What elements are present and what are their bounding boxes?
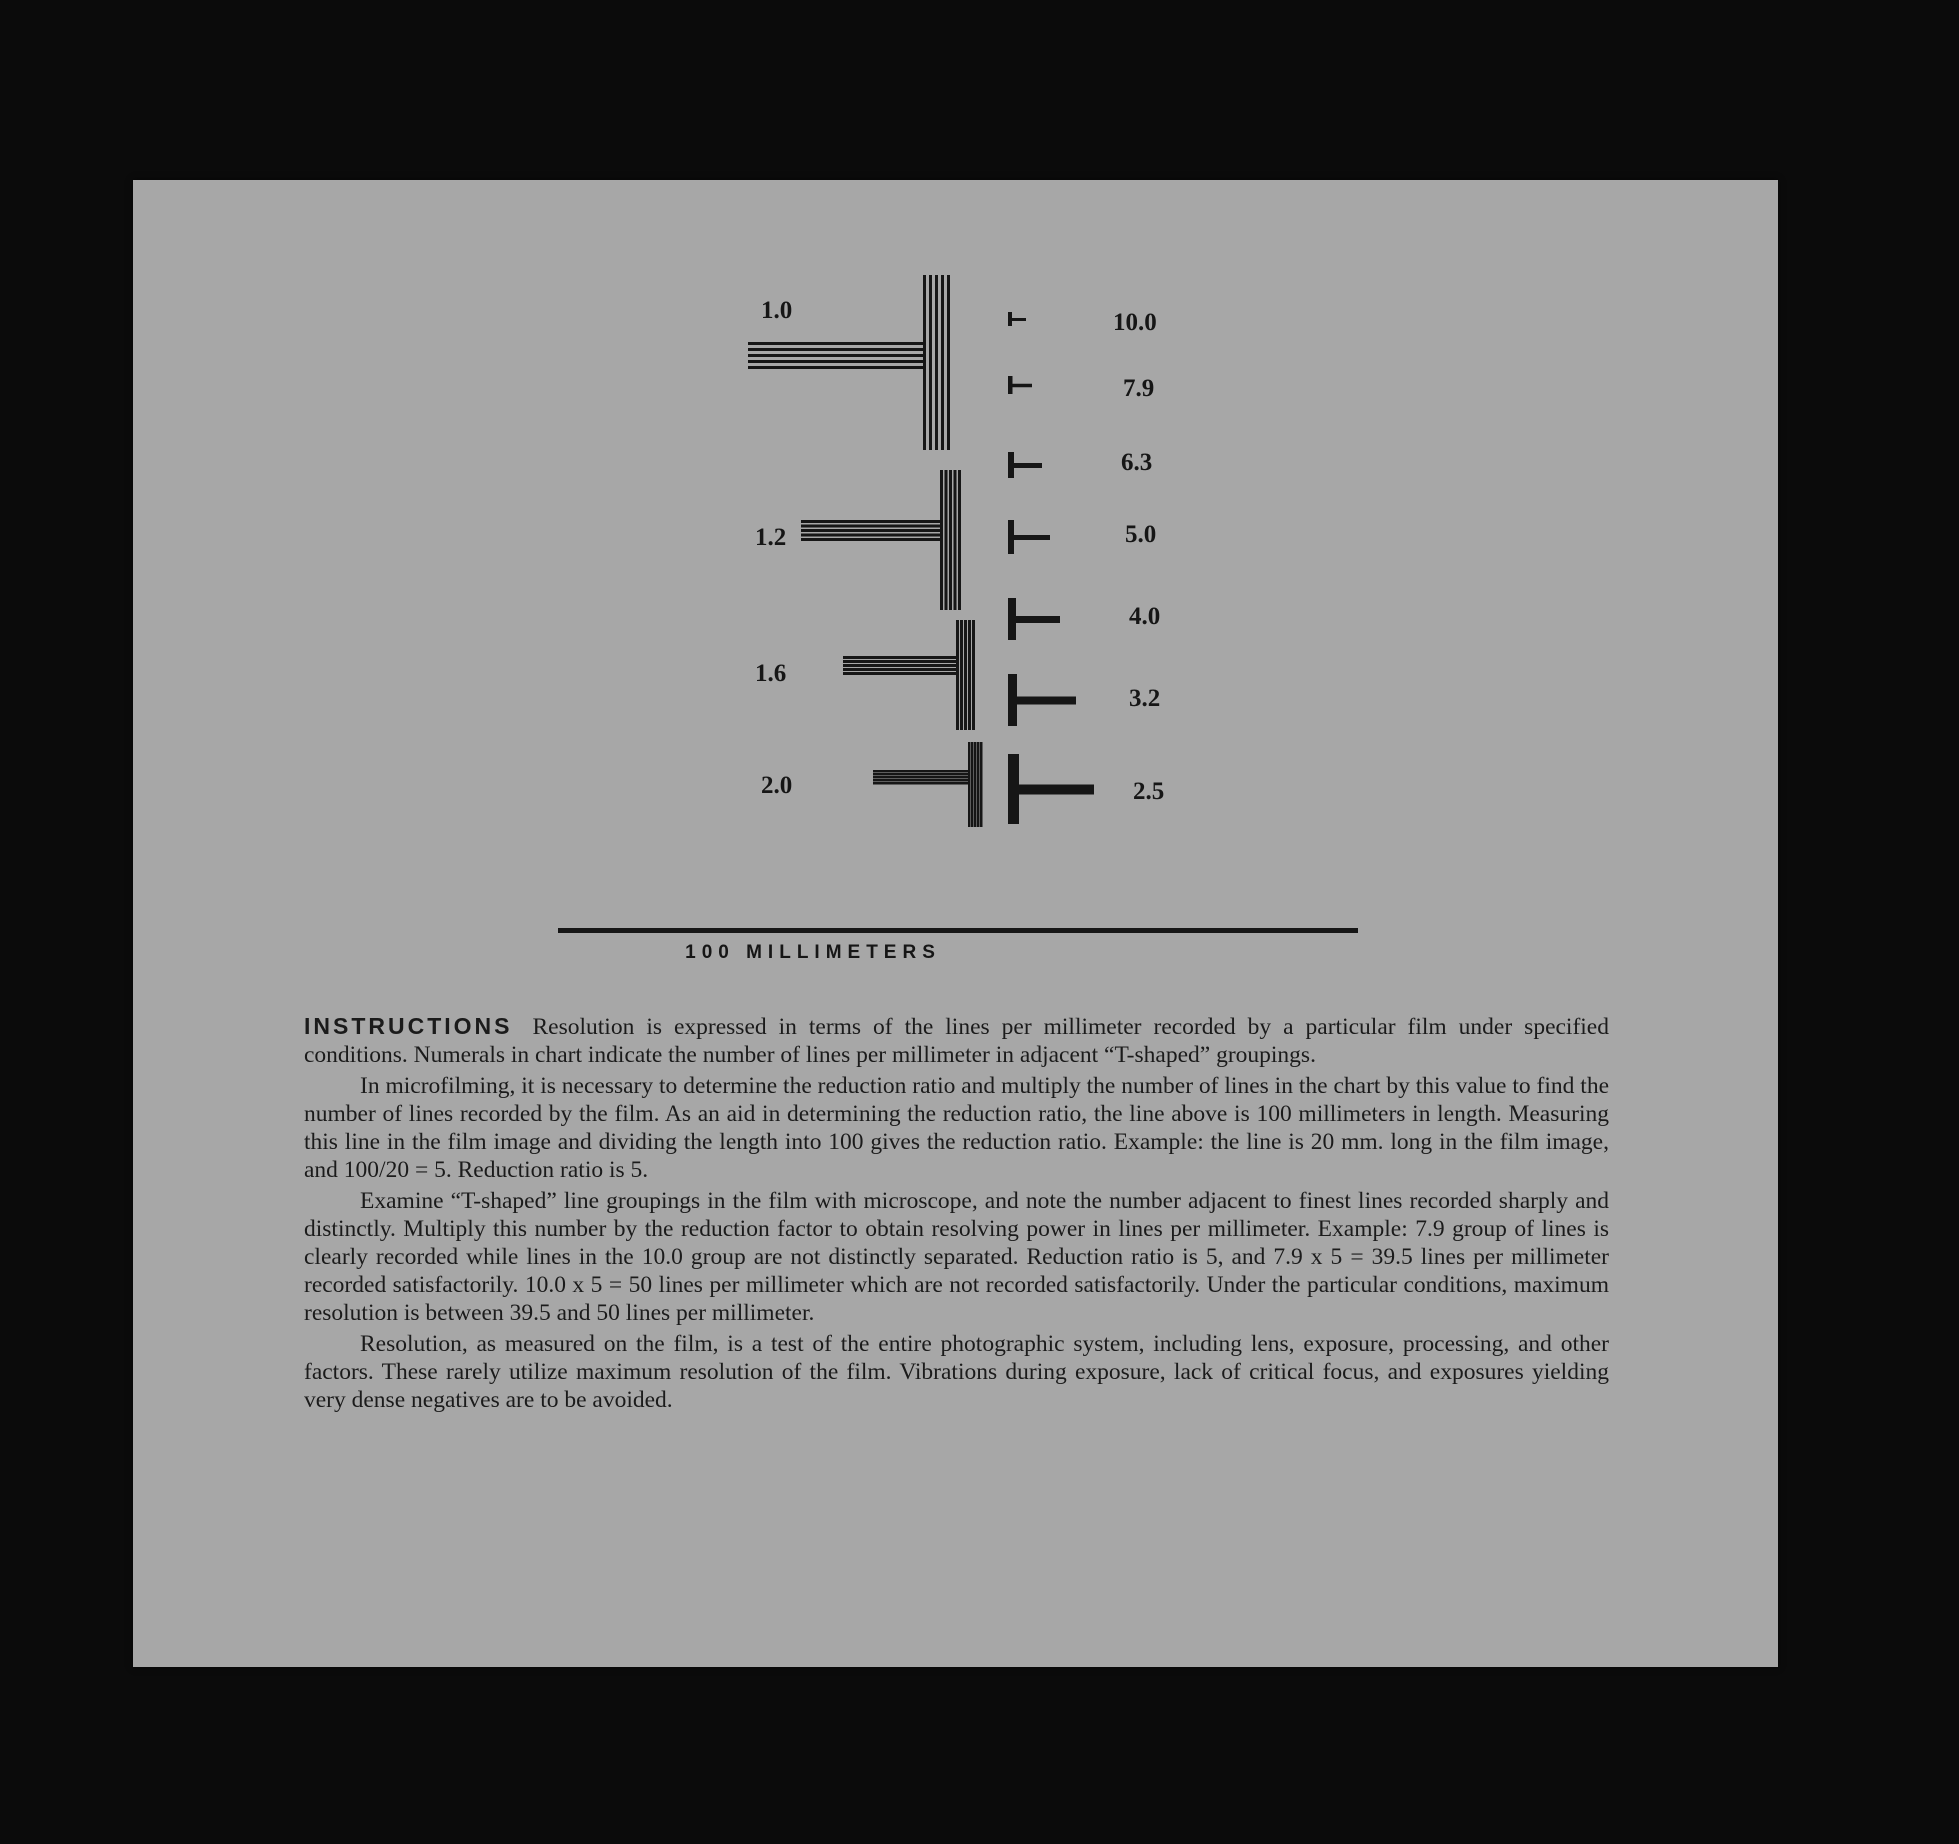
left-group-1-horizontal-line bbox=[748, 342, 923, 345]
right-group-3-horizontal-line bbox=[1008, 463, 1042, 468]
right-group-2-horizontal-line bbox=[1008, 384, 1032, 388]
instructions-section bbox=[304, 1012, 1609, 1417]
scale-label: 100 MILLIMETERS bbox=[685, 942, 941, 963]
left-group-2-horizontal-line bbox=[801, 529, 940, 532]
left-group-1-horizontal-line bbox=[748, 360, 923, 363]
left-group-3-horizontal-line bbox=[843, 664, 956, 667]
left-group-1-vertical-line bbox=[947, 275, 950, 450]
left-group-3-vertical-line bbox=[960, 620, 963, 730]
left-group-3-horizontal-line bbox=[843, 656, 956, 659]
left-group-3-vertical-line bbox=[968, 620, 971, 730]
left-group-1-vertical-line bbox=[935, 275, 938, 450]
left-group-2-vertical-line bbox=[949, 470, 952, 610]
resolution-test-card bbox=[133, 180, 1778, 1667]
right-group-7-label: 2.5 bbox=[1133, 778, 1165, 805]
left-group-3-vertical-line bbox=[972, 620, 975, 730]
left-group-3-horizontal-line bbox=[843, 672, 956, 675]
instructions-paragraph-1 bbox=[304, 1012, 1609, 1069]
left-group-3-vertical-line bbox=[956, 620, 959, 730]
left-group-1-vertical-line bbox=[929, 275, 932, 450]
instructions-paragraph-2: In microfilming, it is necessary to determine the reduction ratio and multiply the number of lines in the chart by this value to find the number of lines recorded by the film. As an aid in determining the reduction ratio, the line above is 100 millimeters in length. Measuring this line in the film image and dividing the length into 100 gives the reduction ratio. Example: the line is 20 mm. long in the film image, and 100/20 = 5. Reduction ratio is 5. bbox=[304, 1073, 1609, 1183]
left-group-2-label: 1.2 bbox=[755, 524, 787, 551]
left-group-1-label: 1.0 bbox=[761, 297, 793, 324]
right-group-4-horizontal-line bbox=[1008, 535, 1050, 540]
instructions-paragraph-1-text: Resolution is expressed in terms of the lines per millimeter recorded by a particular film under specified conditions. Numerals in chart indicate the number of lines per millimeter in adjacent “T-shaped” groupings. bbox=[304, 1014, 1609, 1068]
instructions-heading: INSTRUCTIONS bbox=[304, 1013, 513, 1039]
instructions-paragraph-4: Resolution, as measured on the film, is a test of the entire photographic system, including lens, exposure, processing, and other factors. These rarely utilize maximum resolution of the film. Vibrations during exposure, lack of critical focus, and exposures yielding very dense negatives are to be avoided. bbox=[304, 1331, 1609, 1413]
left-group-4-label: 2.0 bbox=[761, 772, 793, 799]
left-group-2-horizontal-line bbox=[801, 520, 940, 523]
left-group-4-horizontal-line bbox=[873, 770, 968, 773]
right-group-7-horizontal-line bbox=[1008, 785, 1094, 795]
left-group-3-vertical-line bbox=[964, 620, 967, 730]
left-group-4-horizontal-line bbox=[873, 773, 968, 776]
right-group-5-label: 4.0 bbox=[1129, 603, 1161, 630]
left-group-4-vertical-line bbox=[980, 742, 983, 827]
left-group-2-vertical-line bbox=[945, 470, 948, 610]
left-group-4-horizontal-line bbox=[873, 779, 968, 782]
scale-line-100mm bbox=[558, 928, 1358, 933]
left-group-2-vertical-line bbox=[958, 470, 961, 610]
left-group-1-horizontal-line bbox=[748, 348, 923, 351]
left-group-4-vertical-line bbox=[971, 742, 974, 827]
right-group-1-horizontal-line bbox=[1008, 318, 1026, 321]
instructions-paragraph-3: Examine “T-shaped” line groupings in the film with microscope, and note the number adjacent to finest lines recorded sharply and distinctly. Multiply this number by the reduction factor to obtain resolving power in lines per millimeter. Example: 7.9 group of lines is clearly recorded while lines in the 10.0 group are not distinctly separated. Reduction ratio is 5, and 7.9 x 5 = 39.5 lines per millimeter recorded satisfactorily. 10.0 x 5 = 50 lines per millimeter which are not recorded satisfactorily. Under the particular conditions, maximum resolution is between 39.5 and 50 lines per millimeter. bbox=[304, 1188, 1609, 1326]
right-group-6-horizontal-line bbox=[1008, 697, 1076, 705]
left-group-1-horizontal-line bbox=[748, 366, 923, 369]
left-group-1-horizontal-line bbox=[748, 354, 923, 357]
left-group-1-vertical-line bbox=[923, 275, 926, 450]
left-group-4-horizontal-line bbox=[873, 776, 968, 779]
right-group-1-label: 10.0 bbox=[1113, 309, 1157, 336]
right-group-5-horizontal-line bbox=[1008, 616, 1060, 623]
left-group-3-label: 1.6 bbox=[755, 660, 787, 687]
resolution-target-chart bbox=[133, 180, 1778, 1000]
left-group-2-horizontal-line bbox=[801, 538, 940, 541]
left-group-4-vertical-line bbox=[968, 742, 971, 827]
right-group-4-label: 5.0 bbox=[1125, 521, 1157, 548]
left-group-1-vertical-line bbox=[941, 275, 944, 450]
right-group-3-label: 6.3 bbox=[1121, 449, 1153, 476]
left-group-4-vertical-line bbox=[977, 742, 980, 827]
right-group-2-label: 7.9 bbox=[1123, 375, 1155, 402]
left-group-4-vertical-line bbox=[974, 742, 977, 827]
left-group-4-horizontal-line bbox=[873, 782, 968, 785]
left-group-3-horizontal-line bbox=[843, 660, 956, 663]
left-group-2-vertical-line bbox=[940, 470, 943, 610]
left-group-2-horizontal-line bbox=[801, 525, 940, 528]
left-group-2-horizontal-line bbox=[801, 534, 940, 537]
left-group-3-horizontal-line bbox=[843, 668, 956, 671]
right-group-6-label: 3.2 bbox=[1129, 685, 1161, 712]
left-group-2-vertical-line bbox=[954, 470, 957, 610]
